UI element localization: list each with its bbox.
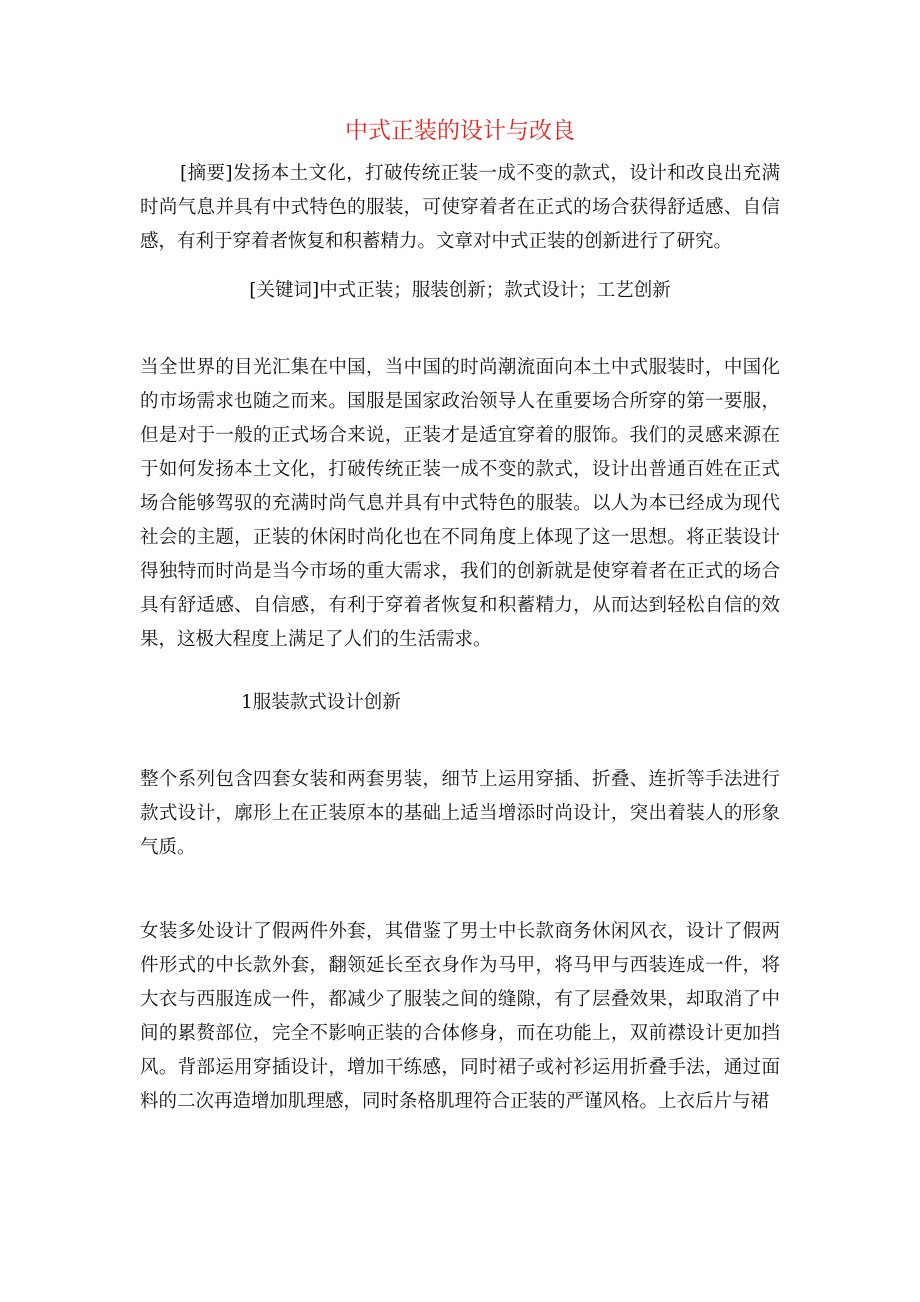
keywords-line: [关键词]中式正装；服装创新；款式设计；工艺创新	[249, 280, 671, 301]
body-paragraph-1: 当全世界的目光汇集在中国，当中国的时尚潮流面向本土中式服装时，中国化的市场需求也随之而来。国服是国家政治领导人在重要场合所穿的第一要服，但是对于一般的正式场合来说，正装才是适宜穿着的服饰。我们的灵感来源在于如何发扬本土文化，打破传统正装一成不变的款式，设计出普通百姓在正式场合能够驾驭的充满时尚气息并具有中式特色的服装。以人为本已经成为现代社会的主题，正装的休闲时尚化也在不同角度上体现了这一思想。将正装设计得独特而时尚是当今市场的重大需求，我们的创新就是使穿着者在正式的场合具有舒适感、自信感，有利于穿着者恢复和积蓄精力，从而达到轻松自信的效果，这极大程度上满足了人们的生活需求。	[140, 357, 780, 650]
document-title: 中式正装的设计与改良	[345, 118, 575, 144]
section-heading: 1服装款式设计创新	[241, 692, 401, 713]
body-paragraph-2: 整个系列包含四套女装和两套男装，细节上运用穿插、折叠、连折等手法进行款式设计，廓形上在正装原本的基础上适当增添时尚设计，突出着装人的形象气质。	[140, 769, 780, 858]
body-paragraph-3: 女装多处设计了假两件外套，其借鉴了男士中长款商务休闲风衣，设计了假两件形式的中长款外套，翻领延长至衣身作为马甲，将马甲与西装连成一件，将大衣与西服连成一件，都减少了服装之间的缝隙，有了层叠效果，却取消了中间的累赘部位，完全不影响正装的合体修身，而在功能上，双前襟设计更加挡风。背部运用穿插设计，增加干练感，同时裙子或衬衫运用折叠手法，通过面料的二次再造增加肌理感，同时条格肌理符合正装的严谨风格。上衣后片与裙	[140, 921, 780, 1112]
abstract-paragraph: [摘要]发扬本土文化，打破传统正装一成不变的款式，设计和改良出充满时尚气息并具有中式特色的服装，可使穿着者在正式的场合获得舒适感、自信感，有利于穿着者恢复和积蓄精力。文章对中式正装的创新进行了研究。	[140, 163, 780, 252]
